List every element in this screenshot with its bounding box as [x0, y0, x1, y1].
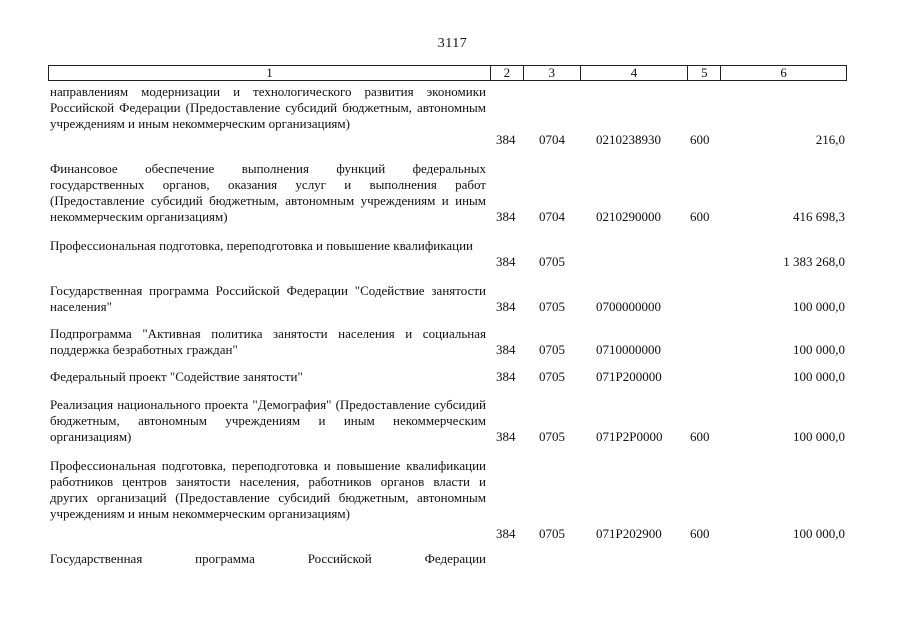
row-description: направлениям модернизации и технологического развития экономики Российской Федерации (Предоставление субсидий бюджетным, автономным учреждениям и иным некоммерческим организациям) [50, 84, 486, 131]
row-col-6: 1 383 268,0 [783, 254, 845, 269]
header-col-5: 5 [688, 66, 721, 80]
table-row [48, 458, 847, 541]
row-col-2: 384 [496, 254, 516, 269]
row-description: Профессиональная подготовка, переподготовка и повышение квалификации [50, 238, 474, 253]
row-col-4: 0710000000 [596, 342, 661, 357]
row-description: Финансовое обеспечение выполнения функций федеральных государственных органов, оказания услуг и выполнения работ (Предоставление субсидий бюджетным, автономным учреждениям и иным некоммерческим организациям) [50, 161, 486, 224]
header-col-4: 4 [581, 66, 689, 80]
row-col-6: 100 000,0 [793, 369, 845, 384]
row-col-3: 0705 [539, 299, 565, 314]
header-col-6: 6 [780, 65, 787, 80]
row-col-3: 0704 [539, 132, 565, 147]
row-col-4: 071P2P0000 [596, 429, 663, 444]
row-description: Государственная программа Российской Федерации [50, 551, 486, 566]
table-row [48, 238, 847, 270]
row-col-5: 600 [690, 526, 710, 541]
row-col-4: 071P200000 [596, 369, 662, 384]
row-col-3: 0704 [539, 209, 565, 224]
row-col-5: 600 [690, 132, 710, 147]
row-col-2: 384 [496, 342, 516, 357]
table-row [48, 283, 847, 315]
row-col-4: 0700000000 [596, 299, 661, 314]
header-col-3: 3 [524, 66, 581, 80]
table-row [48, 326, 847, 358]
row-col-2: 384 [496, 209, 516, 224]
table-header [48, 65, 847, 81]
row-col-2: 384 [496, 429, 516, 444]
row-col-3: 0705 [539, 342, 565, 357]
row-col-6: 100 000,0 [793, 342, 845, 357]
table-row [48, 369, 847, 385]
row-col-2: 384 [496, 132, 516, 147]
row-col-3: 0705 [539, 429, 565, 444]
row-col-6: 100 000,0 [793, 526, 845, 541]
page-number: 3117 [437, 36, 468, 51]
row-col-4: 0210290000 [596, 209, 661, 224]
row-col-3: 0705 [539, 369, 565, 384]
row-col-5: 600 [690, 429, 710, 444]
row-col-3: 0705 [539, 254, 565, 269]
table-row [48, 161, 847, 225]
table-row [48, 84, 847, 148]
row-description: Профессиональная подготовка, переподготовка и повышение квалификации работников центров занятости населения, работников органов власти и других организаций (Предоставление субсидий бюджетным, автономным учреждениям и иным некоммерческим организациям) [50, 458, 486, 521]
row-col-6: 216,0 [815, 132, 845, 147]
row-col-6: 100 000,0 [793, 429, 845, 444]
row-description: Федеральный проект "Содействие занятости" [50, 369, 303, 384]
row-col-6: 416 698,3 [793, 209, 845, 224]
row-col-4: 071P202900 [596, 526, 662, 541]
row-col-2: 384 [496, 369, 516, 384]
header-col-1: 1 [49, 66, 491, 80]
table-row [48, 551, 847, 567]
table-row [48, 397, 847, 445]
row-description: Подпрограмма "Активная политика занятости населения и социальная поддержка безработных граждан" [50, 326, 486, 357]
header-col-2: 2 [491, 66, 524, 80]
row-col-3: 0705 [539, 526, 565, 541]
row-col-6: 100 000,0 [793, 299, 845, 314]
row-col-2: 384 [496, 299, 516, 314]
row-description: Реализация национального проекта "Демография" (Предоставление субсидий бюджетным, автономным учреждениям и иным некоммерческим организациям) [50, 397, 486, 444]
row-col-2: 384 [496, 526, 516, 541]
row-col-5: 600 [690, 209, 710, 224]
row-col-4: 0210238930 [596, 132, 661, 147]
row-description: Государственная программа Российской Федерации "Содействие занятости населения" [50, 283, 486, 314]
